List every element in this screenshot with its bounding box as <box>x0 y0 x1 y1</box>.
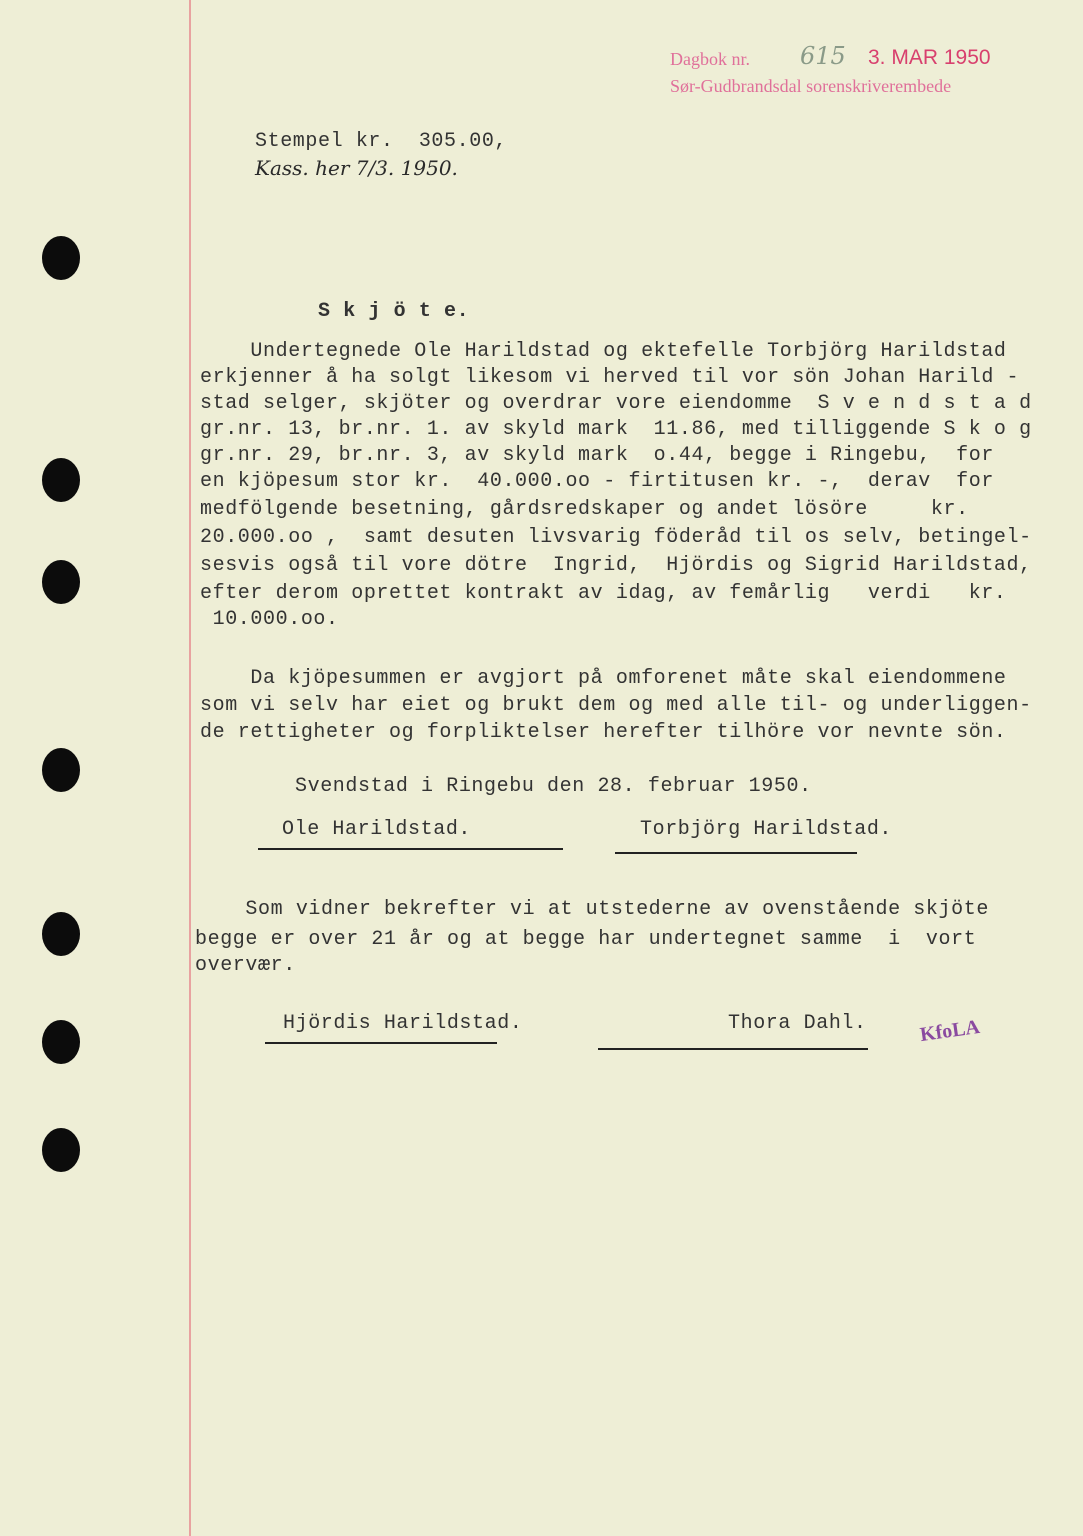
stamp-date: 3. MAR 1950 <box>868 46 991 69</box>
text-line: erkjenner å ha solgt likesom vi herved til vor sön Johan Harild - <box>200 366 1020 389</box>
signature-line <box>265 1042 497 1044</box>
punch-hole <box>42 1128 80 1172</box>
text-line: gr.nr. 13, br.nr. 1. av skyld mark 11.86, med tilliggende S k o g <box>200 418 1032 441</box>
punch-hole <box>42 912 80 956</box>
document-title: S k j ö t e. <box>318 300 470 323</box>
seller-signature: Torbjörg Harildstad. <box>640 818 893 841</box>
text-line: Undertegnede Ole Harildstad og ektefelle Torbjörg Harildstad <box>200 340 1007 363</box>
text-line: Da kjöpesummen er avgjort på omforenet måte skal eiendommene <box>200 667 1007 690</box>
stamp-office: Sør-Gudbrandsdal sorenskriverembede <box>670 76 952 96</box>
seller-signature: Ole Harildstad. <box>282 818 472 841</box>
text-line: 20.000.oo , samt desuten livsvarig föderåd til os selv, betingel- <box>200 526 1032 549</box>
initials-stamp: KfoLA <box>918 1015 982 1047</box>
witness-signature: Thora Dahl. <box>728 1012 867 1035</box>
punch-hole <box>42 748 80 792</box>
text-line: sesvis også til vore dötre Ingrid, Hjördis og Sigrid Harildstad, <box>200 554 1032 577</box>
text-line: medfölgende besetning, gårdsredskaper og andet lösöre kr. <box>200 498 969 521</box>
signature-line <box>615 852 857 854</box>
cashier-note: Kass. her 7/3. 1950. <box>255 156 458 180</box>
stamp-number: 615 <box>800 42 846 70</box>
punch-hole <box>42 458 80 502</box>
witness-signature: Hjördis Harildstad. <box>283 1012 523 1035</box>
signature-line <box>258 848 563 850</box>
text-line: gr.nr. 29, br.nr. 3, av skyld mark o.44, begge i Ringebu, for <box>200 444 994 467</box>
signature-line <box>598 1048 868 1050</box>
place-date: Svendstad i Ringebu den 28. februar 1950. <box>295 775 812 798</box>
stamp-fee: Stempel kr. 305.00, <box>255 130 508 153</box>
text-line: stad selger, skjöter og overdrar vore eiendomme S v e n d s t a d <box>200 392 1032 415</box>
text-line: de rettigheter og forpliktelser herefter tilhöre vor nevnte sön. <box>200 721 1007 744</box>
punch-hole <box>42 236 80 280</box>
stamp-label: Dagbok nr. <box>670 49 750 69</box>
text-line: efter derom oprettet kontrakt av idag, av femårlig verdi kr. <box>200 582 1007 605</box>
margin-line <box>189 0 191 1536</box>
text-line: overvær. <box>195 954 296 977</box>
text-line: Som vidner bekrefter vi at utstederne av ovenstående skjöte <box>195 898 989 921</box>
text-line: begge er over 21 år og at begge har undertegnet samme i vort <box>195 928 977 951</box>
text-line: 10.000.oo. <box>200 608 339 631</box>
punch-hole <box>42 560 80 604</box>
text-line: en kjöpesum stor kr. 40.000.oo - firtitusen kr. -, derav for <box>200 470 994 493</box>
punch-hole <box>42 1020 80 1064</box>
text-line: som vi selv har eiet og brukt dem og med alle til- og underliggen- <box>200 694 1032 717</box>
